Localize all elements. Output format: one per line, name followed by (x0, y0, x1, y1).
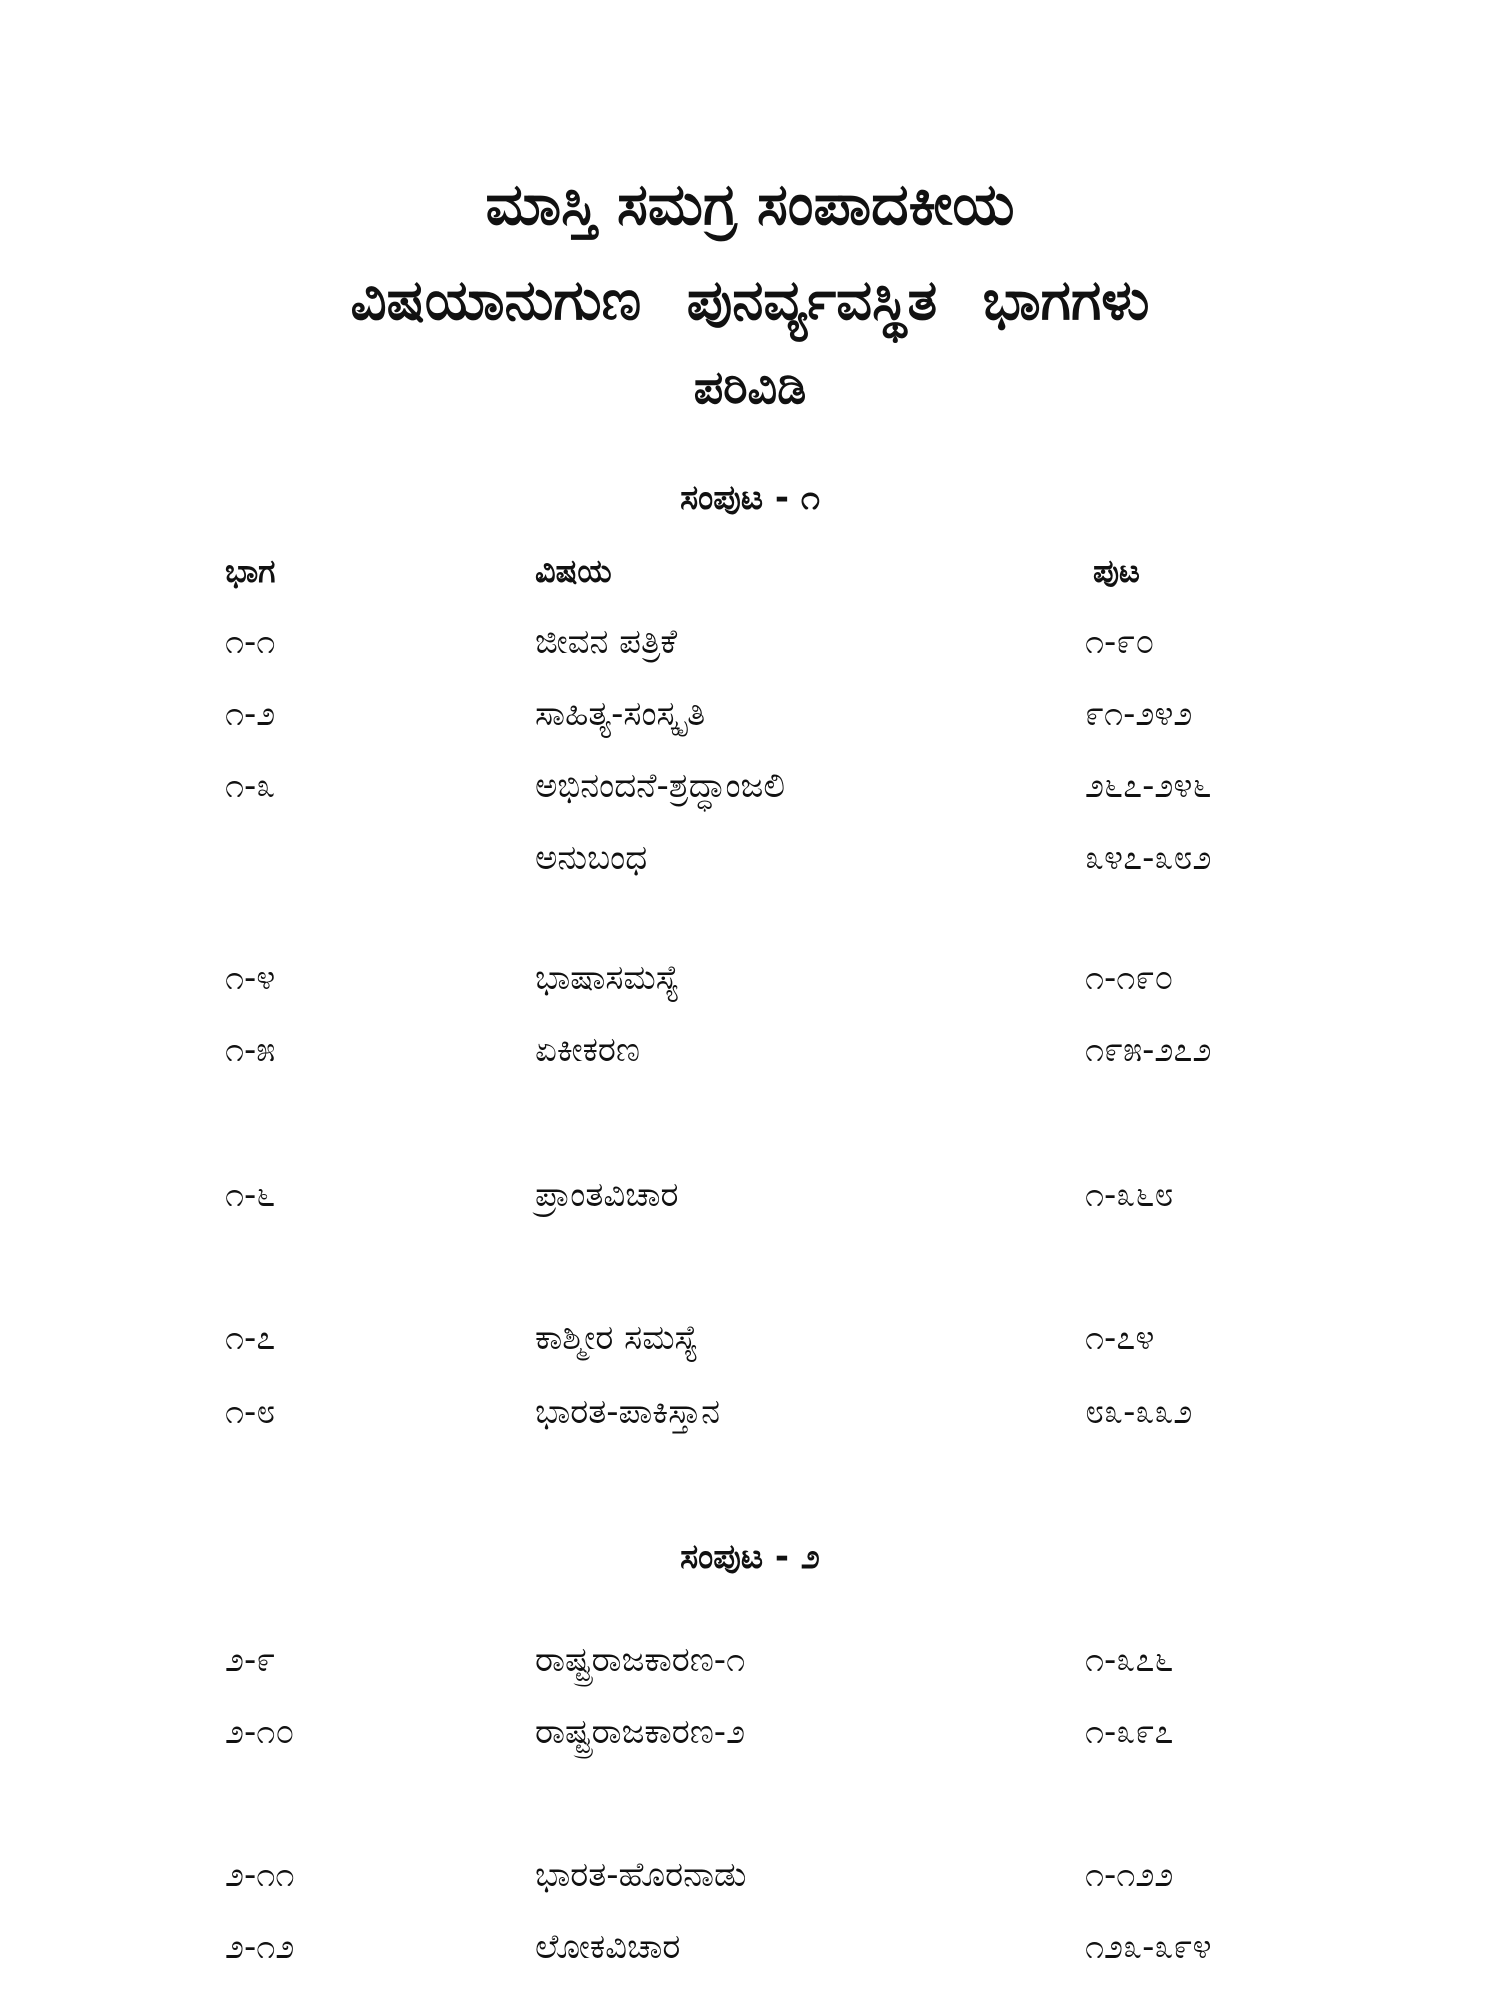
page-range: ೧-೩೬೮ (1085, 1175, 1174, 1215)
table-row (0, 1318, 1500, 1368)
subject-title: ಜೀವನ ಪತ್ರಿಕೆ (535, 622, 678, 662)
page-range: ೧-೧೨೨ (1085, 1855, 1174, 1895)
page-range: ೨೬೭-೨೪೬ (1085, 766, 1212, 806)
page-range: ೧೯೫-೨೭೨ (1085, 1030, 1212, 1070)
column-header-subject: ವಿಷಯ (535, 552, 612, 590)
subject-title: ರಾಷ್ಟ್ರರಾಜಕಾರಣ-೨ (535, 1712, 746, 1752)
part-number: ೧-೭ (225, 1318, 276, 1358)
table-row (0, 1392, 1500, 1442)
table-row (0, 1030, 1500, 1080)
page-range: ೧-೭೪ (1085, 1318, 1155, 1358)
subject-title: ಭಾಷಾಸಮಸ್ಯೆ (535, 958, 680, 998)
table-row (0, 1175, 1500, 1225)
part-number: ೧-೩ (225, 766, 276, 806)
page-range: ೯೧-೨೪೨ (1085, 694, 1193, 734)
subject-title: ಸಾಹಿತ್ಯ-ಸಂಸ್ಕೃತಿ (535, 694, 706, 734)
table-row (0, 1927, 1500, 1977)
part-number: ೧-೪ (225, 958, 276, 998)
contents-heading: ಪರಿವಿಡಿ (693, 360, 807, 414)
part-number: ೧-೧ (225, 622, 276, 662)
table-row (0, 838, 1500, 888)
page-range: ೧-೯೦ (1085, 622, 1155, 662)
table-row (0, 694, 1500, 744)
page-range: ೧-೧೯೦ (1085, 958, 1174, 998)
part-number: ೨-೯ (225, 1640, 276, 1680)
page-range: ೧೨೩-೩೯೪ (1085, 1927, 1212, 1967)
subject-title: ಕಾಶ್ಮೀರ ಸಮಸ್ಯೆ (535, 1318, 699, 1358)
subject-title: ಅಭಿನಂದನೆ-ಶ್ರದ್ಧಾಂಜಲಿ (535, 766, 786, 806)
volume-2-heading: ಸಂಪುಟ - ೨ (680, 1537, 820, 1577)
page-range: ೧-೩೯೭ (1085, 1712, 1174, 1752)
page-range: ೩೪೭-೩೮೨ (1085, 838, 1212, 878)
subject-title: ಪ್ರಾಂತವಿಚಾರ (535, 1175, 679, 1215)
part-number: ೧-೫ (225, 1030, 276, 1070)
subject-title: ಭಾರತ-ಪಾಕಿಸ್ತಾನ (535, 1392, 721, 1432)
subject-title: ಏಕೀಕರಣ (535, 1030, 641, 1070)
table-row (0, 958, 1500, 1008)
subject-title: ಭಾರತ-ಹೊರನಾಡು (535, 1855, 747, 1895)
part-number: ೧-೨ (225, 694, 276, 734)
page-range: ೮೩-೩೩೨ (1085, 1392, 1193, 1432)
table-row (0, 1855, 1500, 1905)
subject-title: ಅನುಬಂಧ (535, 838, 648, 878)
part-number: ೨-೧೧ (225, 1855, 295, 1895)
part-number: ೧-೮ (225, 1392, 276, 1432)
series-title: ಮಾಸ್ತಿ ಸಮಗ್ರ ಸಂಪಾದಕೀಯ (485, 170, 1015, 238)
subject-title: ಲೋಕವಿಚಾರ (535, 1927, 681, 1967)
part-number: ೨-೧೨ (225, 1927, 295, 1967)
part-number: ೧-೬ (225, 1175, 276, 1215)
table-row (0, 622, 1500, 672)
table-row (0, 766, 1500, 816)
volume-1-heading: ಸಂಪುಟ - ೧ (680, 478, 820, 518)
column-header-pages: ಪುಟ (1093, 552, 1140, 590)
part-number: ೨-೧೦ (225, 1712, 295, 1752)
column-header-part: ಭಾಗ (225, 552, 276, 590)
table-row (0, 1640, 1500, 1690)
series-subtitle: ವಿಷಯಾನುಗುಣ ಪುನರ್ವ್ಯವಸ್ಥಿತ ಭಾಗಗಳು (350, 268, 1150, 333)
page-range: ೧-೩೭೬ (1085, 1640, 1174, 1680)
table-row (0, 1712, 1500, 1762)
subject-title: ರಾಷ್ಟ್ರರಾಜಕಾರಣ-೧ (535, 1640, 746, 1680)
